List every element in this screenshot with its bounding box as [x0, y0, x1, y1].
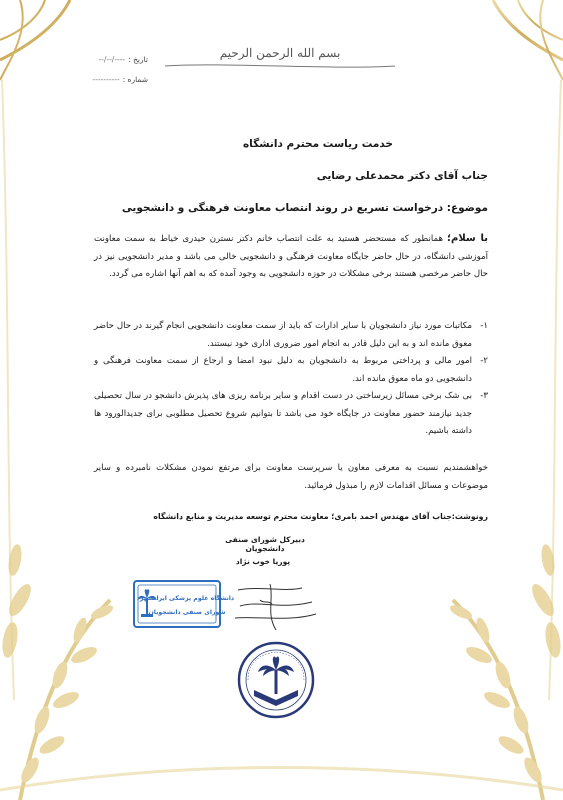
basmala-text: بسم الله الرحمن الرحیم — [219, 46, 341, 60]
intro-text: همانطور که مستحضر هستید به علت انتصاب خانم دکتر نسترن حیدری خیاط به سمت معاونت آموزشی دانشگاه، در حال حاضر جایگاه معاونت فرهنگی و دانشجویی خالی می باشد و مدیر دانشجویی نیز در حال حاضر مرخصی هستند برخی مشکلات در حوزه دانشجویی به وجود آمده که به اهم آنها اشاره می گردد. — [94, 234, 488, 279]
letter-subject: موضوع: درخواست تسریع در روند انتصاب معاونت فرهنگی و دانشجویی — [121, 202, 488, 214]
number-label: شماره : — [122, 75, 148, 84]
date-row — [76, 50, 148, 70]
signer-title: دبیرکل شورای صنفی دانشجویان — [225, 535, 305, 553]
council-logo — [236, 640, 316, 720]
basmala-header — [160, 46, 400, 76]
item-text: امور مالی و پرداختی مربوط به دانشجویان به دلیل نبود امضا و ارجاع از سمت معاونت فرهنگی و دانشجویی دو ماه معوق مانده اند. — [94, 356, 472, 384]
greeting: با سلام؛ — [446, 233, 488, 244]
number-row — [76, 70, 148, 90]
letter-meta — [76, 50, 148, 90]
date-label: تاریخ : — [128, 55, 148, 64]
list-item — [94, 353, 488, 388]
handwritten-signature — [230, 578, 320, 638]
signer-name: پوریا خوب نژاد — [235, 557, 291, 566]
svg-text:دانشگاه علوم پزشکی ایرانشهر: دانشگاه علوم پزشکی ایرانشهر — [139, 595, 235, 602]
item-number: ۱- — [480, 321, 488, 331]
date-value: ----/--/-- — [98, 55, 126, 64]
recipient-line-1: خدمت ریاست محترم دانشگاه — [242, 138, 393, 150]
university-stamp — [131, 578, 235, 630]
closing-paragraph: خواهشمندیم نسبت به معرفی معاون یا سرپرست معاونت برای مرتفع نمودن مشکلات نامبرده و سایر موضوعات و مسائل اقدامات لازم را مبذول فرمائید. — [94, 463, 488, 491]
number-value: ---------- — [92, 75, 120, 84]
list-item — [94, 318, 488, 353]
recipient-line-2: جناب آقای دکتر محمدعلی رضایی — [316, 170, 488, 182]
svg-text:شورای صنفی دانشجویان: شورای صنفی دانشجویان — [148, 609, 226, 616]
issue-list — [94, 318, 488, 441]
item-text: بی شک برخی مسائل زیرساختی در دست اقدام و سایر برنامه ریزی های پذیرش دانشجو در سال تحصیلی جدید نیازمند حضور معاونت در جایگاه خود می باشد تا بتوانیم شروع تحصیل مطلوبی برای جدیدالورود ها داشته باشیم. — [94, 391, 472, 436]
item-text: مکاتبات مورد نیاز دانشجویان با سایر ادارات که باید از سمت معاونت دانشجویی انجام گیرند در حال حاضر معوق مانده اند و به این دلیل قادر به انجام امور ضروری اداری خود نیستند. — [94, 321, 472, 349]
item-number: ۳- — [480, 391, 488, 401]
list-item — [94, 388, 488, 441]
basmala-flourish — [160, 62, 400, 70]
carbon-copy-line: رونوشت:جناب آقای مهندس احمد بامری؛ معاونت محترم توسعه مدیریت و منابع دانشگاه — [153, 512, 488, 521]
letter-intro — [94, 230, 488, 284]
item-number: ۲- — [480, 356, 488, 366]
